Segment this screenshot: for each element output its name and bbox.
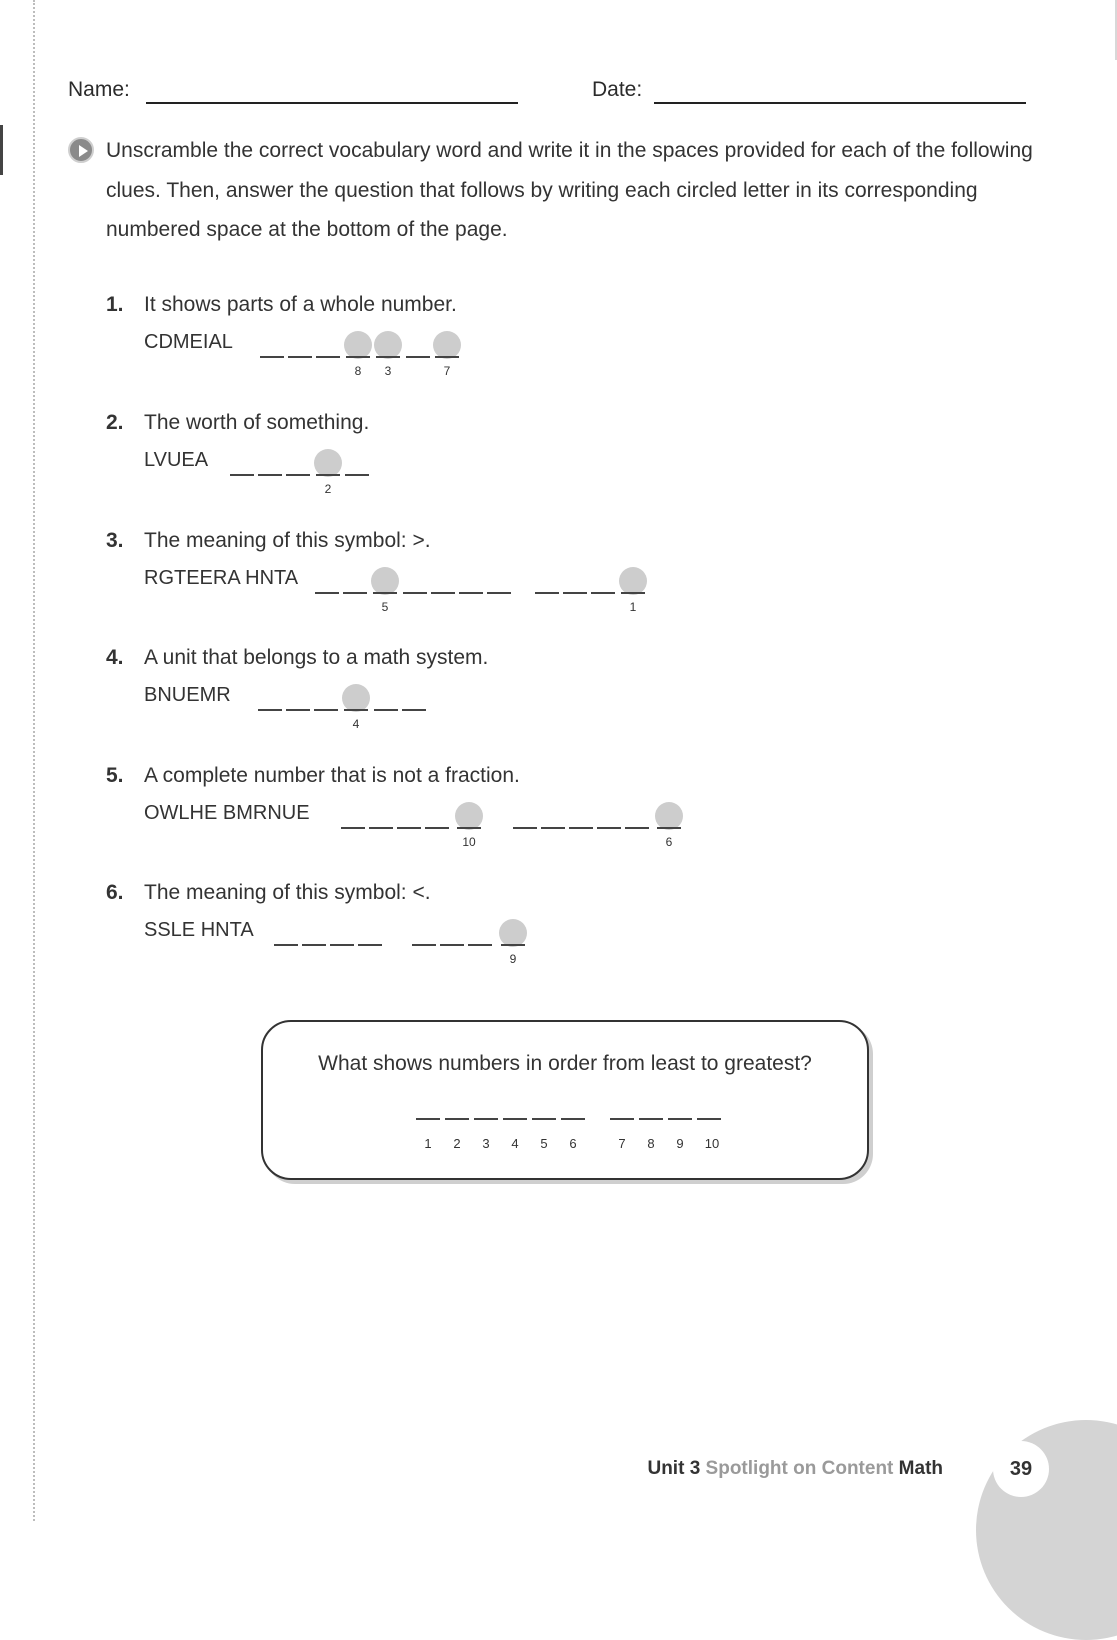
letter-slot[interactable] [468, 944, 492, 946]
final-question: What shows numbers in order from least to greatest? [318, 1052, 812, 1075]
letter-slot[interactable] [315, 592, 339, 594]
clue-text: The meaning of this symbol: >. [144, 529, 431, 552]
letter-slot[interactable] [374, 709, 398, 711]
footer-subject: Math [898, 1458, 943, 1479]
letter-slot[interactable] [345, 474, 369, 476]
answer-slot[interactable] [503, 1118, 527, 1120]
letter-slot[interactable] [597, 827, 621, 829]
letter-slot-circled[interactable] [501, 944, 525, 946]
name-label: Name: [68, 78, 130, 101]
circle-number: 4 [352, 717, 360, 731]
letter-slot[interactable] [541, 827, 565, 829]
footer-unit: Unit 3 [647, 1458, 701, 1479]
answer-slot-number: 7 [618, 1136, 626, 1151]
answer-slot-number: 2 [453, 1136, 461, 1151]
binding-margin [33, 0, 35, 1521]
letter-slot[interactable] [341, 827, 365, 829]
answer-slot[interactable] [697, 1118, 721, 1120]
circled-letter-marker [344, 331, 372, 359]
letter-slot[interactable] [274, 944, 298, 946]
letter-slot[interactable] [403, 592, 427, 594]
circled-letter-marker [374, 331, 402, 359]
letter-slot[interactable] [431, 592, 455, 594]
letter-slot[interactable] [358, 944, 382, 946]
answer-slot[interactable] [416, 1118, 440, 1120]
clue-item-3 [0, 529, 1117, 639]
letter-slot-circled[interactable] [435, 356, 459, 358]
letter-slot[interactable] [591, 592, 615, 594]
letter-slot[interactable] [513, 827, 537, 829]
scrambled-word: SSLE HNTA [144, 919, 254, 941]
letter-slot[interactable] [440, 944, 464, 946]
letter-slot[interactable] [343, 592, 367, 594]
clue-text: The worth of something. [144, 411, 370, 434]
scrambled-word: CDMEIAL [144, 331, 233, 353]
answer-slot[interactable] [474, 1118, 498, 1120]
circle-number: 2 [324, 482, 332, 496]
clue-item-1 [0, 293, 1117, 403]
name-field[interactable] [146, 102, 518, 104]
page-number: 39 [993, 1441, 1049, 1497]
answer-slot[interactable] [561, 1118, 585, 1120]
letter-slot-circled[interactable] [316, 474, 340, 476]
letter-slot[interactable] [230, 474, 254, 476]
letter-slot[interactable] [569, 827, 593, 829]
circled-letter-marker [433, 331, 461, 359]
circled-letter-marker [371, 567, 399, 595]
letter-slot[interactable] [288, 356, 312, 358]
circle-number: 7 [443, 364, 451, 378]
scrambled-word: LVUEA [144, 449, 209, 471]
circle-number: 3 [384, 364, 392, 378]
letter-slot-circled[interactable] [346, 356, 370, 358]
circle-number: 9 [509, 952, 517, 966]
final-answer-box [261, 1020, 869, 1180]
scrambled-word: OWLHE BMRNUE [144, 802, 310, 824]
clue-text: It shows parts of a whole number. [144, 293, 457, 316]
circled-letter-marker [314, 449, 342, 477]
play-arrow-icon [68, 137, 94, 163]
letter-slot[interactable] [260, 356, 284, 358]
answer-slot[interactable] [445, 1118, 469, 1120]
letter-slot[interactable] [258, 474, 282, 476]
clue-item-4 [0, 646, 1117, 756]
answer-slot[interactable] [610, 1118, 634, 1120]
answer-slot-number: 9 [676, 1136, 684, 1151]
clue-text: The meaning of this symbol: <. [144, 881, 431, 904]
letter-slot[interactable] [302, 944, 326, 946]
instructions-text: Unscramble the correct vocabulary word and write it in the spaces provided for each of the following clues. Then, answer the question that follows by writing each circled letter in its corresponding numbered space at the bottom of the page. [106, 139, 1033, 241]
letter-slot[interactable] [625, 827, 649, 829]
item-number: 5. [106, 764, 124, 787]
item-number: 4. [106, 646, 124, 669]
answer-slot-number: 8 [647, 1136, 655, 1151]
letter-slot[interactable] [425, 827, 449, 829]
item-number: 1. [106, 293, 124, 316]
answer-slot-number: 5 [540, 1136, 548, 1151]
answer-slot-number: 4 [511, 1136, 519, 1151]
item-number: 3. [106, 529, 124, 552]
circled-letter-marker [619, 567, 647, 595]
letter-slot[interactable] [286, 709, 310, 711]
letter-slot[interactable] [406, 356, 430, 358]
page-edge-mark [0, 125, 3, 175]
letter-slot-circled[interactable] [657, 827, 681, 829]
circle-number: 5 [381, 600, 389, 614]
letter-slot-circled[interactable] [376, 356, 400, 358]
item-number: 2. [106, 411, 124, 434]
item-number: 6. [106, 881, 124, 904]
scrambled-word: BNUEMR [144, 684, 231, 706]
letter-slot[interactable] [402, 709, 426, 711]
circle-number: 8 [354, 364, 362, 378]
clue-item-5 [0, 764, 1117, 874]
clue-text: A complete number that is not a fraction. [144, 764, 520, 787]
letter-slot[interactable] [314, 709, 338, 711]
date-label: Date: [592, 78, 643, 101]
letter-slot[interactable] [412, 944, 436, 946]
date-field[interactable] [654, 102, 1026, 104]
letter-slot[interactable] [487, 592, 511, 594]
letter-slot[interactable] [369, 827, 393, 829]
circle-number: 6 [665, 835, 673, 849]
clue-item-2 [0, 411, 1117, 521]
footer-title [647, 1458, 943, 1480]
answer-slot[interactable] [668, 1118, 692, 1120]
letter-slot[interactable] [258, 709, 282, 711]
letter-slot[interactable] [316, 356, 340, 358]
circled-letter-marker [655, 802, 683, 830]
letter-slot[interactable] [286, 474, 310, 476]
letter-slot-circled[interactable] [344, 709, 368, 711]
letter-slot[interactable] [397, 827, 421, 829]
answer-slot-number: 1 [424, 1136, 432, 1151]
answer-slot-number: 6 [569, 1136, 577, 1151]
letter-slot[interactable] [459, 592, 483, 594]
letter-slot-circled[interactable] [621, 592, 645, 594]
answer-slot-number: 3 [482, 1136, 490, 1151]
letter-slot[interactable] [330, 944, 354, 946]
circled-letter-marker [499, 919, 527, 947]
clue-text: A unit that belongs to a math system. [144, 646, 489, 669]
scrambled-word: RGTEERA HNTA [144, 567, 299, 589]
answer-slot[interactable] [639, 1118, 663, 1120]
circled-letter-marker [455, 802, 483, 830]
answer-slot[interactable] [532, 1118, 556, 1120]
letter-slot[interactable] [535, 592, 559, 594]
circled-letter-marker [342, 684, 370, 712]
answer-slot-number: 10 [704, 1136, 720, 1151]
footer-spotlight: Spotlight on Content [705, 1458, 894, 1479]
circle-number: 1 [629, 600, 637, 614]
circle-number: 10 [462, 835, 476, 849]
clue-item-6 [0, 881, 1117, 991]
letter-slot-circled[interactable] [373, 592, 397, 594]
letter-slot[interactable] [563, 592, 587, 594]
letter-slot-circled[interactable] [457, 827, 481, 829]
